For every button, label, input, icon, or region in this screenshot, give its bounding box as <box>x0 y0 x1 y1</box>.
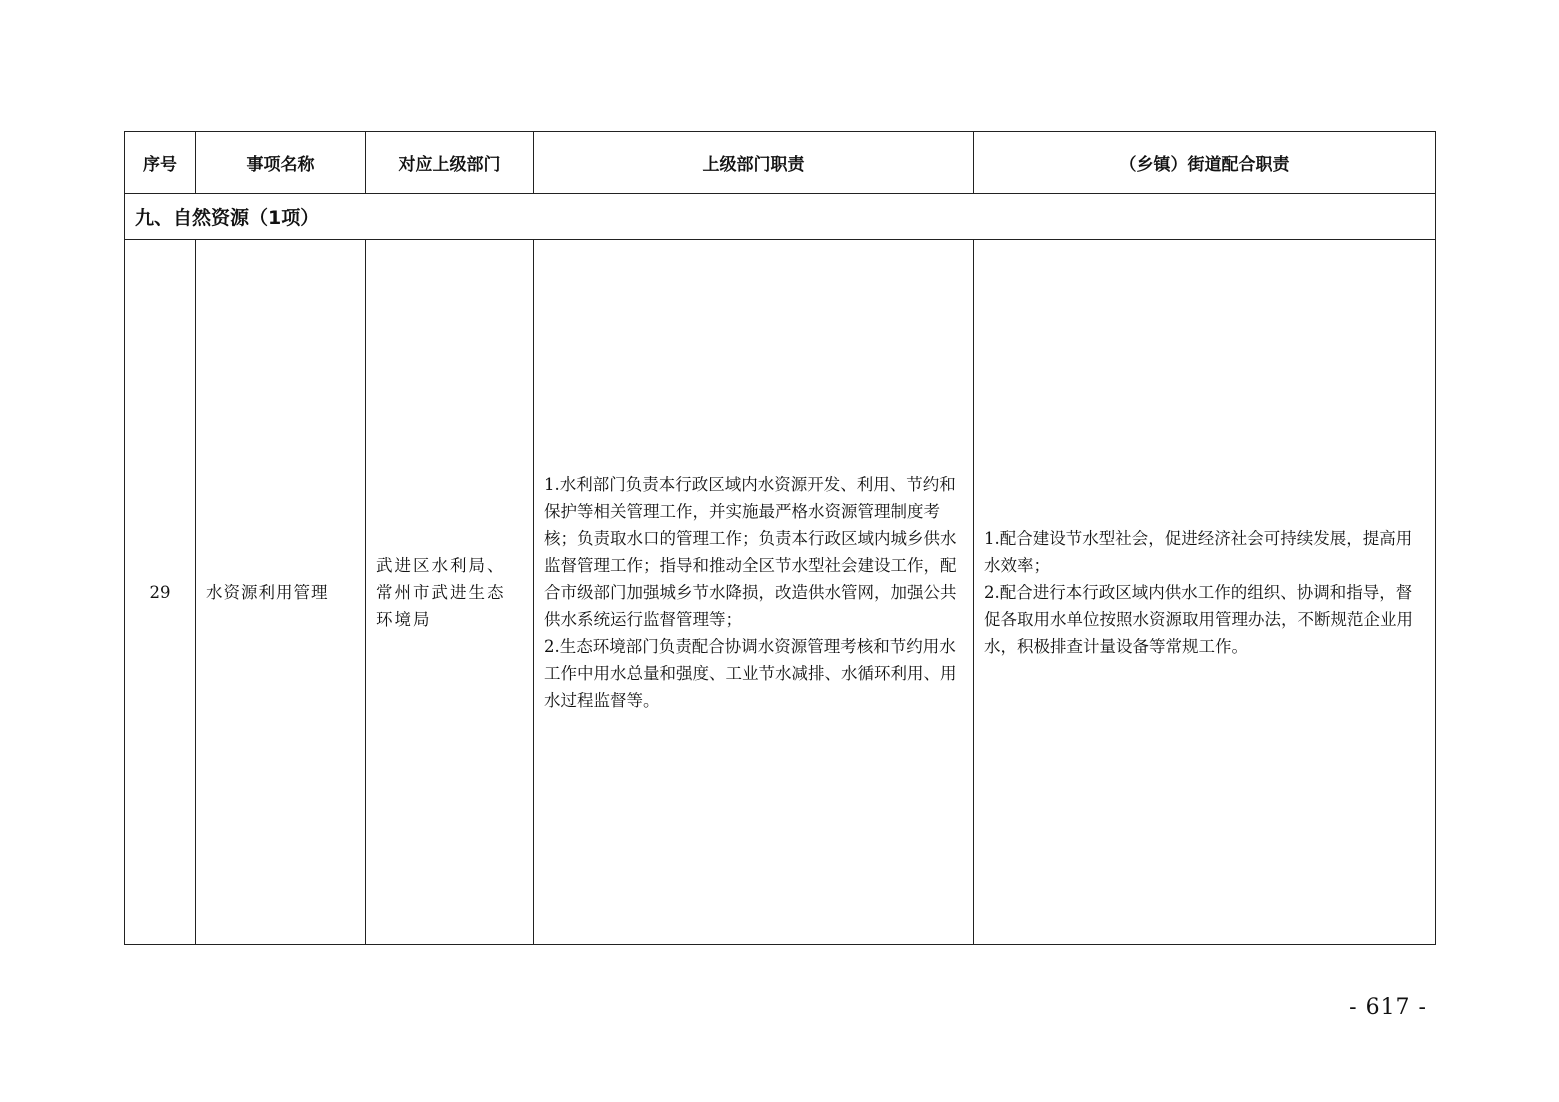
table-header-row <box>125 132 1436 194</box>
page-number: - 617 - <box>1349 995 1427 1020</box>
row-coop-duty <box>974 240 1436 945</box>
section-title: 九、自然资源（1项） <box>125 194 1436 240</box>
row-upper-duty <box>534 240 974 945</box>
responsibility-table <box>124 131 1436 945</box>
upper-duty-item-1: 1.水利部门负责本行政区域内水资源开发、利用、节约和保护等相关管理工作，并实施最严格水资源管理制度考核；负责取水口的管理工作；负责本行政区域内城乡供水监督管理工作；指导和推动全区节水型社会建设工作，配合市级部门加强城乡节水降损，改造供水管网，加强公共供水系统运行监督管理等； <box>544 474 957 629</box>
header-item-name: 事项名称 <box>196 132 366 194</box>
header-seq: 序号 <box>125 132 196 194</box>
coop-duty-item-2: 2.配合进行本行政区域内供水工作的组织、协调和指导，督促各取用水单位按照水资源取用管理办法，不断规范企业用水，积极排查计量设备等常规工作。 <box>984 582 1413 656</box>
header-street-coop-duty: （乡镇）街道配合职责 <box>974 132 1436 194</box>
table-row <box>125 240 1436 945</box>
row-item-name: 水资源利用管理 <box>196 240 366 945</box>
header-upper-duty: 上级部门职责 <box>534 132 974 194</box>
upper-duty-item-2: 2.生态环境部门负责配合协调水资源管理考核和节约用水工作中用水总量和强度、工业节水减排、水循环利用、用水过程监督等。 <box>544 636 957 710</box>
row-upper-dept: 武进区水利局、常州市武进生态环境局 <box>366 240 534 945</box>
header-upper-dept: 对应上级部门 <box>366 132 534 194</box>
coop-duty-item-1: 1.配合建设节水型社会，促进经济社会可持续发展，提高用水效率； <box>984 528 1413 575</box>
section-row <box>125 194 1436 240</box>
row-seq: 29 <box>125 240 196 945</box>
